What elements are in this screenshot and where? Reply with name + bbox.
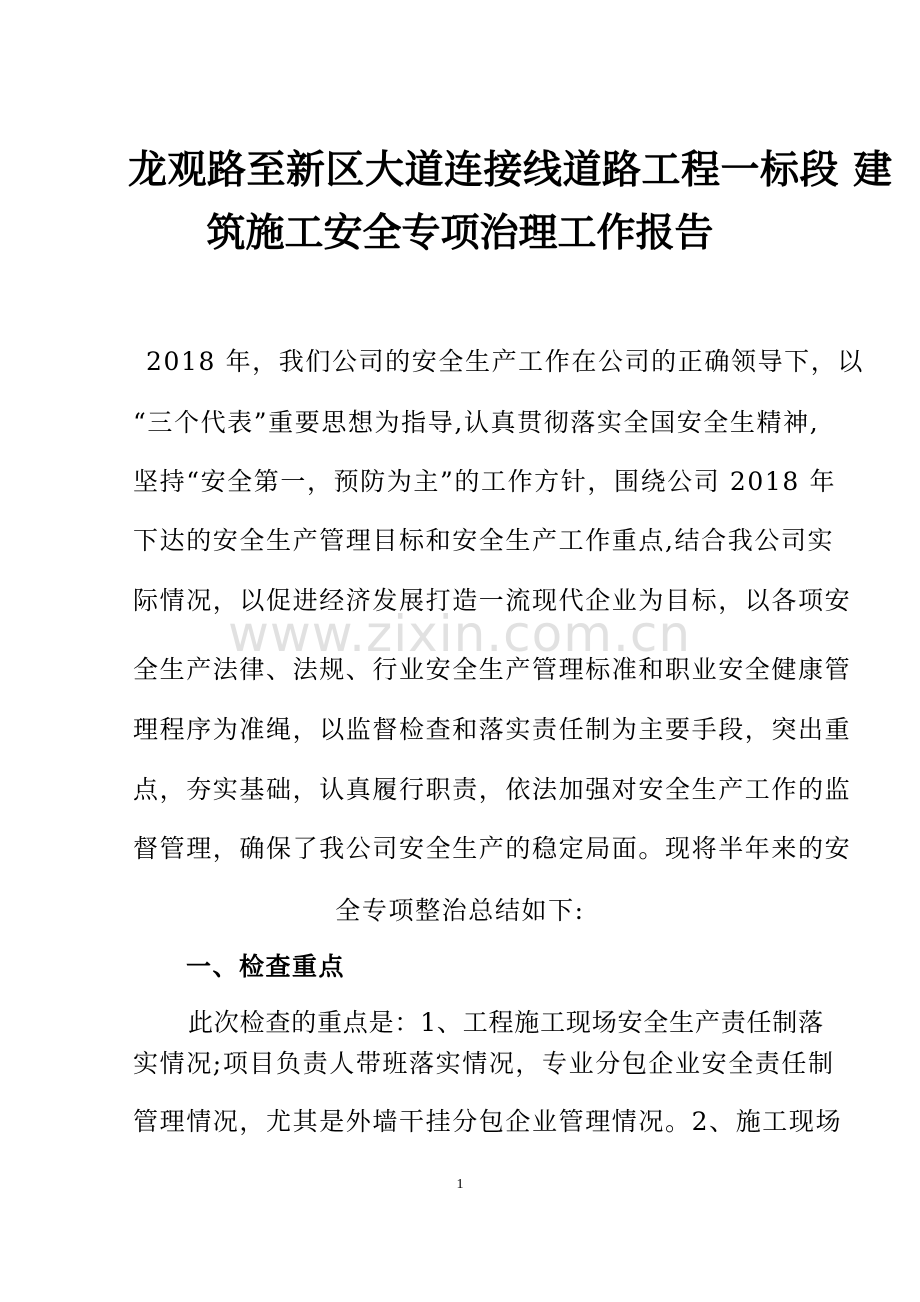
intro-line: 坚持“安全第一，预防为主”的工作方针，围绕公司 2018 年	[133, 467, 837, 496]
intro-line: 际情况，以促进经济发展打造一流现代企业为目标，以各项安	[133, 586, 852, 615]
page-number: 1	[456, 1177, 464, 1192]
intro-last-line: 全专项整治总结如下:	[335, 896, 585, 925]
intro-line: 全生产法律、法规、行业安全生产管理标准和职业安全健康管	[133, 655, 852, 684]
document-title-line-2: 筑施工安全专项治理工作报告	[206, 210, 714, 256]
intro-line: 下达的安全生产管理目标和安全生产工作重点,结合我公司实	[133, 526, 835, 555]
intro-line: 点，夯实基础，认真履行职责，依法加强对安全生产工作的监	[133, 775, 852, 804]
intro-line: 2018 年，我们公司的安全生产工作在公司的正确领导下，以	[146, 347, 864, 376]
document-title-line-1: 龙观路至新区大道连接线道路工程一标段 建	[128, 147, 893, 193]
intro-line: 督管理，确保了我公司安全生产的稳定局面。现将半年来的安	[133, 834, 852, 863]
watermark: www.zixin.com.cn	[228, 605, 692, 663]
section-line: 实情况;项目负责人带班落实情况，专业分包企业安全责任制	[133, 1049, 835, 1078]
section-line: 此次检查的重点是：1、工程施工现场安全生产责任制落	[188, 1008, 824, 1037]
section-line: 管理情况，尤其是外墙干挂分包企业管理情况。2、施工现场	[133, 1107, 843, 1136]
section-heading: 一、检查重点	[186, 952, 346, 981]
intro-line: 理程序为准绳，以监督检查和落实责任制为主要手段，突出重	[133, 715, 852, 744]
intro-line: “三个代表”重要思想为指导,认真贯彻落实全国安全生精神,	[133, 408, 820, 437]
